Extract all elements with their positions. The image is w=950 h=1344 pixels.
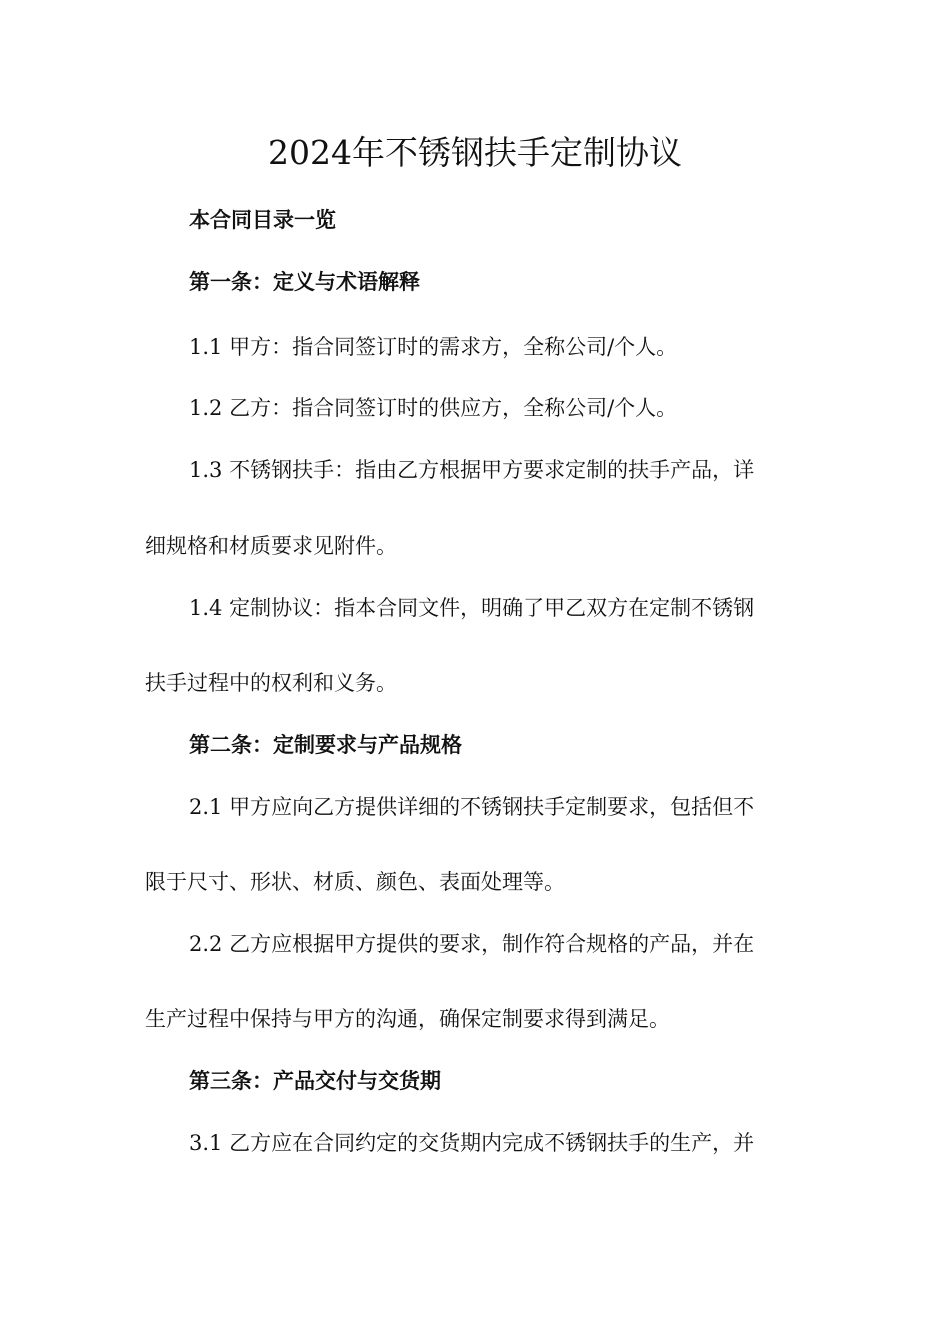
article-1-heading: 第一条：定义与术语解释 (189, 269, 420, 294)
article-3-heading: 第三条：产品交付与交货期 (189, 1068, 441, 1093)
clause-1-1: 1.1 甲方：指合同签订时的需求方，全称公司/个人。 (189, 335, 678, 359)
clause-2-1-continued: 限于尺寸、形状、材质、颜色、表面处理等。 (145, 870, 565, 894)
clause-1-4: 1.4 定制协议：指本合同文件，明确了甲乙双方在定制不锈钢 (189, 596, 755, 620)
document-title: 2024年不锈钢扶手定制协议 (268, 133, 682, 172)
clause-2-1: 2.1 甲方应向乙方提供详细的不锈钢扶手定制要求，包括但不 (189, 795, 755, 819)
clause-2-2-continued: 生产过程中保持与甲方的沟通，确保定制要求得到满足。 (145, 1007, 670, 1031)
clause-1-2: 1.2 乙方：指合同签订时的供应方，全称公司/个人。 (189, 396, 678, 420)
clause-2-2: 2.2 乙方应根据甲方提供的要求，制作符合规格的产品，并在 (189, 932, 755, 956)
clause-1-3-continued: 细规格和材质要求见附件。 (145, 534, 397, 558)
toc-heading: 本合同目录一览 (189, 207, 336, 232)
article-2-heading: 第二条：定制要求与产品规格 (189, 732, 462, 757)
clause-3-1: 3.1 乙方应在合同约定的交货期内完成不锈钢扶手的生产，并 (189, 1131, 755, 1155)
clause-1-4-continued: 扶手过程中的权利和义务。 (145, 671, 397, 695)
clause-1-3: 1.3 不锈钢扶手：指由乙方根据甲方要求定制的扶手产品，详 (189, 458, 755, 482)
